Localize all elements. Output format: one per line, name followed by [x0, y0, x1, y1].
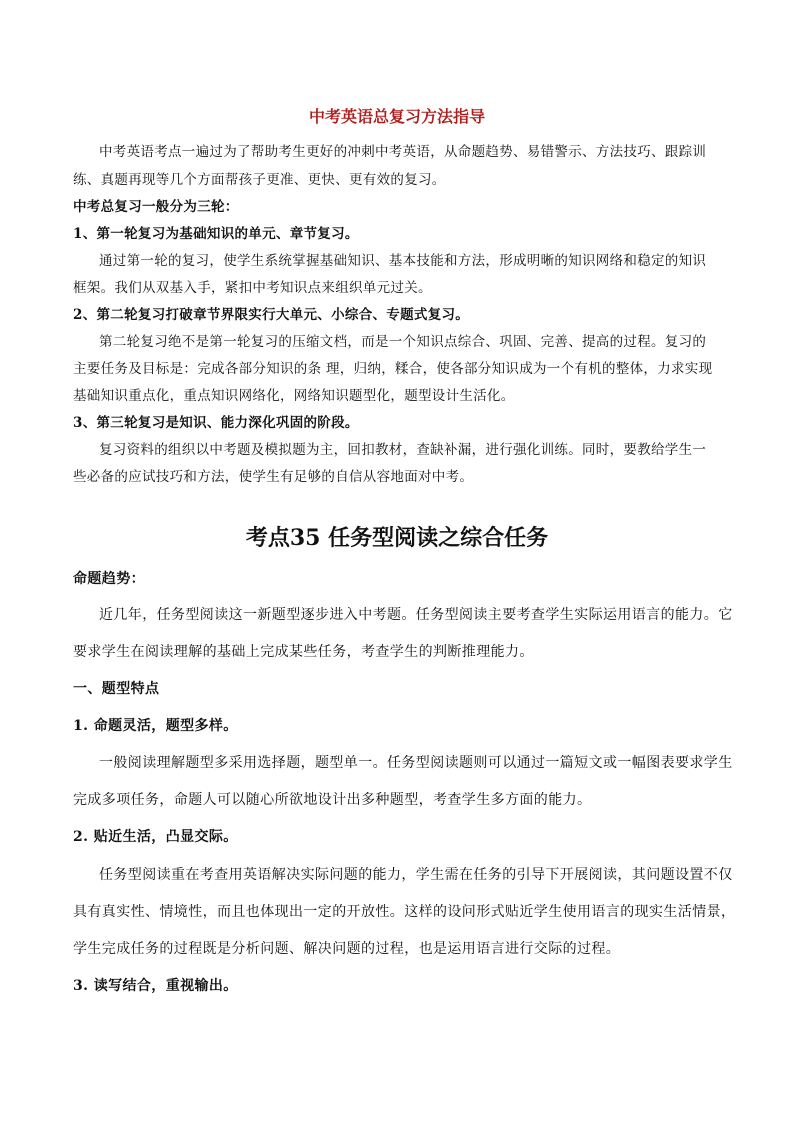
- round3-line-1: 复习资料的组织以中考题及模拟题为主，回扣教材，查缺补漏，进行强化训练。同时，要教给学生一: [99, 442, 707, 458]
- feature3-heading: 3. 读写结合，重视输出。: [73, 978, 238, 994]
- trend-heading: 命题趋势：: [73, 571, 145, 587]
- feature2-line-3: 学生完成任务的过程既是分析问题、解决问题的过程，也是运用语言进行交际的过程。: [73, 941, 621, 957]
- feature2-line-2: 具有真实性、情境性，而且也体现出一定的开放性。这样的设问形式贴近学生使用语言的现实生活情景，: [73, 904, 736, 920]
- round2-heading: 2、第二轮复习打破章节界限实行大单元、小综合、专题式复习。: [73, 307, 470, 323]
- trend-line-2: 要求学生在阅读理解的基础上完成某些任务，考查学生的判断推理能力。: [73, 644, 534, 660]
- feature1-heading: 1. 命题灵活，题型多样。: [73, 718, 238, 734]
- features-heading: 一、题型特点: [73, 681, 160, 697]
- round1-heading: 1、第一轮复习为基础知识的单元、章节复习。: [73, 226, 359, 242]
- topic-title: 考点35 任务型阅读之综合任务: [245, 525, 549, 551]
- guide-title: 中考英语总复习方法指导: [308, 107, 485, 126]
- round1-line-2: 框架。我们从双基入手，紧扣中考知识点来组织单元过关。: [73, 280, 432, 296]
- round1-line-1: 通过第一轮的复习，使学生系统掌握基础知识、基本技能和方法，形成明晰的知识网络和稳定的知识: [99, 253, 707, 269]
- feature1-line-2: 完成多项任务，命题人可以随心所欲地设计出多种题型，考查学生多方面的能力。: [73, 792, 592, 808]
- feature2-heading: 2. 贴近生活，凸显交际。: [73, 829, 238, 845]
- round2-line-3: 基础知识重点化，重点知识网络化，网络知识题型化，题型设计生活化。: [73, 388, 515, 404]
- trend-line-1: 近几年，任务型阅读这一新题型逐步进入中考题。任务型阅读主要考查学生实际运用语言的能力。它: [99, 607, 733, 623]
- round2-line-2: 主要任务及目标是：完成各部分知识的条 理，归纳，糅合，使各部分知识成为一个有机的整体，力求实现: [73, 361, 713, 377]
- feature2-line-1: 任务型阅读重在考查用英语解决实际问题的能力，学生需在任务的引导下开展阅读，其问题设置不仅: [99, 867, 733, 883]
- rounds-heading: 中考总复习一般分为三轮：: [73, 199, 239, 215]
- intro-line-1: 中考英语考点一遍过为了帮助考生更好的冲刺中考英语，从命题趋势、易错警示、方法技巧、跟踪训: [99, 144, 707, 160]
- round2-line-1: 第二轮复习绝不是第一轮复习的压缩文档，而是一个知识点综合、巩固、完善、提高的过程。复习的: [99, 334, 707, 350]
- round3-line-2: 些必备的应试技巧和方法，使学生有足够的自信从容地面对中考。: [73, 469, 474, 485]
- intro-line-2: 练、真题再现等几个方面帮孩子更准、更快、更有效的复习。: [73, 172, 446, 188]
- round3-heading: 3、第三轮复习是知识、能力深化巩固的阶段。: [73, 415, 359, 431]
- feature1-line-1: 一般阅读理解题型多采用选择题，题型单一。任务型阅读题则可以通过一篇短文或一幅图表要求学生: [99, 755, 733, 771]
